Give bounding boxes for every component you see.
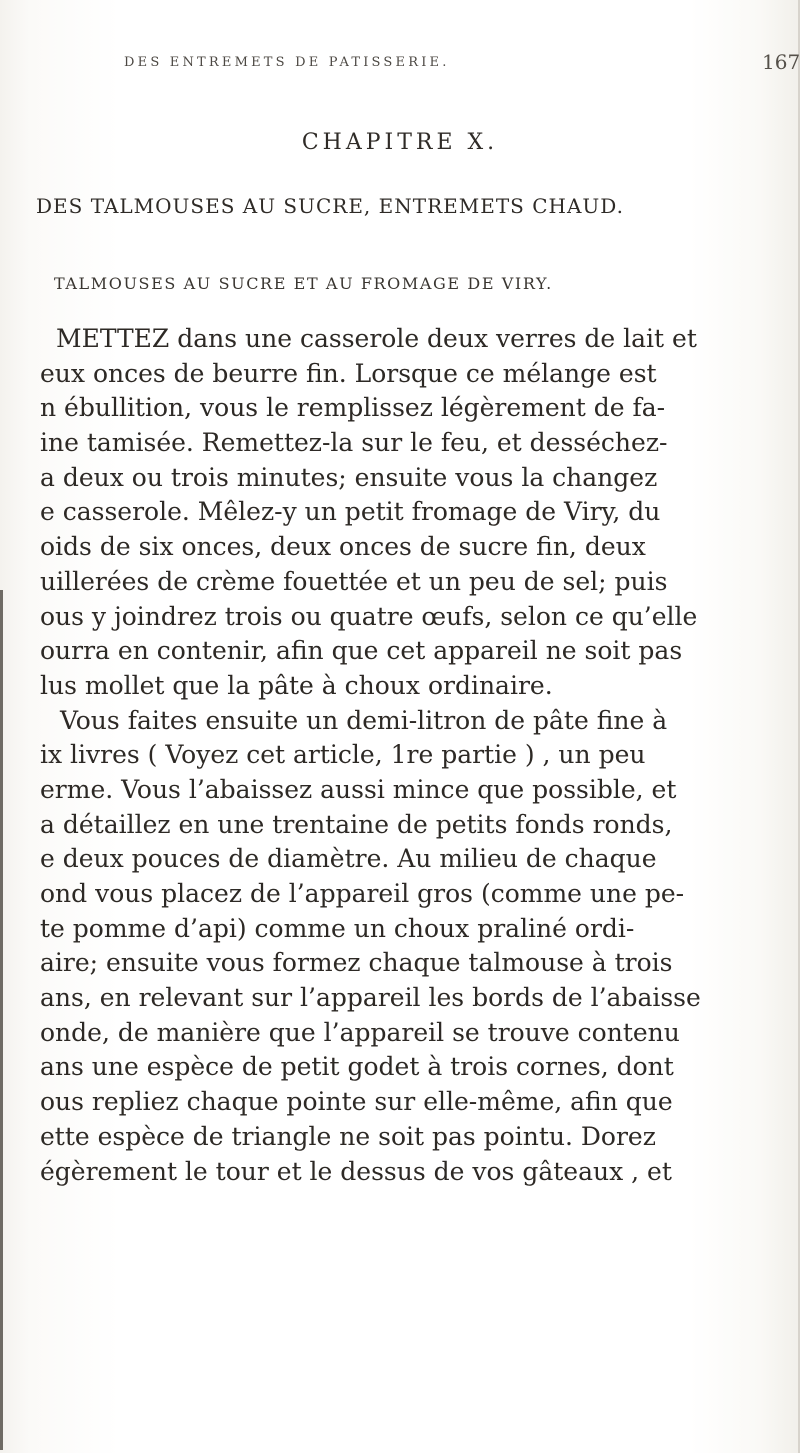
recipe-title: TALMOUSES AU SUCRE ET AU FROMAGE DE VIRY. [54,274,553,293]
text-line: n ébullition, vous le remplissez légèrement de fa- [40,393,666,423]
text-line: ine tamisée. Remettez-la sur le feu, et desséchez- [40,428,668,458]
text-line: METTEZ dans une casserole deux verres de lait et [56,324,697,353]
text-line: erme. Vous l’abaissez aussi mince que possible, et [40,774,677,804]
text-line: uillerées de crème fouettée et un peu de sel; puis [40,566,668,596]
text-line: e casserole. Mêlez-y un petit fromage de Viry, du [40,497,661,527]
text-line: égèrement le tour et le dessus de vos gâteaux , et [40,1156,672,1186]
text-line: ond vous placez de l’appareil gros (comme une pe- [40,879,685,908]
text-line: a deux ou trois minutes; ensuite vous la changez [40,462,658,492]
text-line: e deux pouces de diamètre. Au milieu de chaque [40,844,657,874]
running-head: DES ENTREMETS DE PATISSERIE. [124,55,450,70]
text-line: ourra en contenir, afin que cet appareil ne soit pas [40,636,683,666]
text-line: ette espèce de triangle ne soit pas pointu. Dorez [40,1121,656,1151]
text-line: ous repliez chaque pointe sur elle-même, afin que [40,1087,673,1117]
text-line: a détaillez en une trentaine de petits fonds ronds, [40,809,673,839]
text-line: Vous faites ensuite un demi-litron de pâte fine à [60,705,668,735]
text-line: onde, de manière que l’appareil se trouve contenu [40,1017,680,1047]
text-line: ix livres ( Voyez cet article, 1re partie ) , un peu [40,740,646,770]
page-number: 167 [762,50,800,74]
text-line: lus mollet que la pâte à choux ordinaire. [40,670,553,700]
text-line: ous y joindrez trois ou quatre œufs, selon ce qu’elle [40,601,698,631]
text-line: ans, en relevant sur l’appareil les bords de l’abaisse [40,983,701,1013]
page-gutter-shadow [0,590,3,1450]
body-text [40,322,780,1189]
text-line: te pomme d’api) comme un choux praliné ordi- [40,913,635,943]
text-line: oids de six onces, deux onces de sucre fin, deux [40,532,646,562]
text-line: ans une espèce de petit godet à trois cornes, dont [40,1052,674,1082]
text-line: aire; ensuite vous formez chaque talmouse à trois [40,948,673,978]
section-title: DES TALMOUSES AU SUCRE, ENTREMETS CHAUD. [36,194,624,218]
text-line: eux onces de beurre fin. Lorsque ce mélange est [40,358,657,388]
chapter-heading: CHAPITRE X. [301,130,499,155]
